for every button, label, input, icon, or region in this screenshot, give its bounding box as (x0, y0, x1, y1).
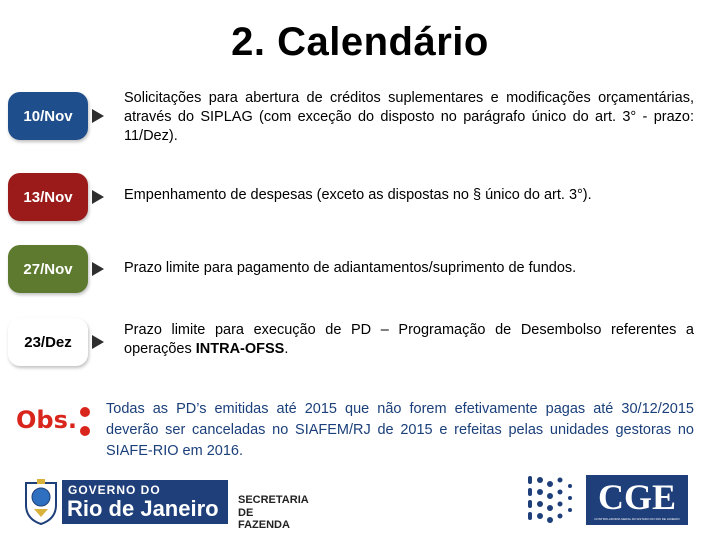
row-description: Solicitações para abertura de créditos suplementares e modificações orçamentárias, através do SIPLAG (com exceção do disposto no parágrafo único do art. 3° - prazo: 11/Dez). (124, 90, 694, 144)
arrow-right-icon (92, 109, 104, 123)
cge-badge (586, 475, 688, 525)
arrow-right-icon (92, 190, 104, 204)
date-box-10-nov (8, 92, 88, 140)
cge-dots-icon (524, 472, 580, 528)
date-box-27-nov (8, 245, 88, 293)
governo-top-text: GOVERNO DO (68, 483, 161, 497)
page-title: 2. Calendário (231, 20, 489, 64)
date-box-13-nov (8, 173, 88, 221)
row-description-text: Prazo limite para execução de PD – Programação de Desembolso referentes a operações (124, 322, 694, 357)
obs-label: Obs. (16, 406, 77, 434)
date-label: 10/Nov (23, 107, 73, 125)
date-label: 23/Dez (24, 333, 72, 351)
colon-icon (78, 404, 92, 440)
row-description-bold: INTRA-OFSS (195, 341, 285, 357)
date-box-23-dez (8, 318, 88, 366)
cge-subtext: CONTROLADORIA GERAL DO ESTADO DO RIO DE JANEIRO (594, 517, 680, 521)
date-label: 27/Nov (23, 260, 73, 278)
arrow-right-icon (92, 262, 104, 276)
obs-text: Todas as PD’s emitidas até 2015 que não forem efetivamente pagas até 30/12/2015 deverão ser canceladas no SIAFEM/RJ de 2015 e refeitas pelas unidades gestoras no SIAFE-RIO em 2016. (106, 401, 694, 459)
rj-coat-of-arms-icon (22, 479, 60, 525)
row-description: Empenhamento de despesas (exceto as dispostas no § único do art. 3°). (124, 187, 592, 203)
governo-rj-logo (22, 478, 309, 531)
cge-text: CGE (597, 477, 676, 517)
secretaria-line1: SECRETARIA (238, 494, 309, 506)
governo-bottom-text: Rio de Janeiro (67, 496, 219, 521)
secretaria-line2: DE FAZENDA (238, 507, 290, 531)
row-description: Prazo limite para pagamento de adiantamentos/suprimento de fundos. (124, 260, 577, 276)
governo-badge (62, 480, 228, 524)
cge-logo (524, 472, 690, 528)
date-label: 13/Nov (23, 188, 73, 206)
arrow-right-icon (92, 335, 104, 349)
row-description (124, 321, 694, 359)
row-description-end: . (284, 341, 289, 357)
